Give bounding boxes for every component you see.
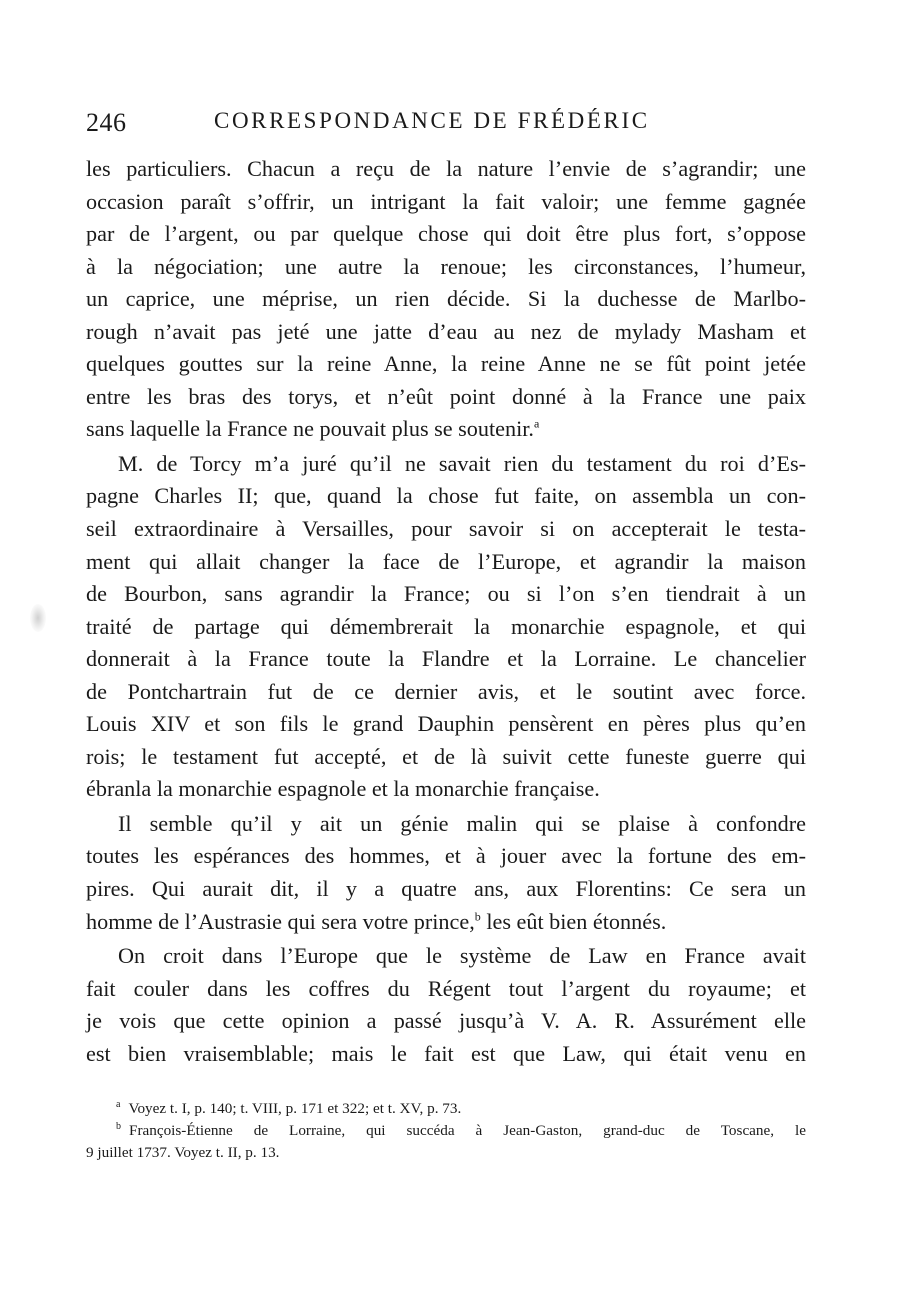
text-line: de Bourbon, sans agrandir la France; ou si l’on s’en tiendrait à un [86, 581, 806, 607]
text-line: ébranla la monarchie espagnole et la monarchie française. [86, 776, 600, 802]
text-line: seil extraordinaire à Versailles, pour savoir si on accepterait le testa- [86, 516, 806, 542]
footnote-ref-b[interactable]: b [474, 909, 481, 924]
footnotes [86, 1098, 806, 1164]
text-line: traité de partage qui démembrerait la monarchie espagnole, et qui [86, 613, 806, 639]
running-title: CORRESPONDANCE DE FRÉDÉRIC [214, 108, 650, 133]
text-segment: homme de l’Austrasie qui sera votre prince, [86, 908, 475, 934]
footnote-marker-a: a [116, 1098, 121, 1110]
text-line: occasion paraît s’offrir, un intrigant la fait valoir; une femme gagnée [86, 188, 806, 214]
text-line: de Pontchartrain fut de ce dernier avis, et le soutint avec force. [86, 678, 806, 704]
text-line: Il semble qu’il y ait un génie malin qui se plaise à confondre [118, 810, 806, 836]
text-segment: les eût bien étonnés. [486, 908, 667, 934]
footnote-b-continuation: 9 juillet 1737. Voyez t. II, p. 13. [86, 1144, 280, 1161]
text-line: je vois que cette opinion a passé jusqu’à V. A. R. Assurément elle [86, 1008, 806, 1034]
text-line: M. de Torcy m’a juré qu’il ne savait rien du testament du roi d’Es- [118, 450, 806, 476]
footnote-a-text: Voyez t. I, p. 140; t. VIII, p. 171 et 322; et t. XV, p. 73. [128, 1100, 462, 1117]
footnote-b-text: François-Étienne de Lorraine, qui succéda à Jean-Gaston, grand-duc de Toscane, le [129, 1122, 806, 1139]
body-text [86, 153, 806, 1070]
text-segment: sans laquelle la France ne pouvait plus se soutenir. [86, 416, 534, 442]
page-number: 246 [86, 108, 127, 137]
text-line: pagne Charles II; que, quand la chose fut faite, on assembla un con- [86, 483, 806, 509]
text-line [86, 413, 806, 446]
text-line: Louis XIV et son fils le grand Dauphin pensèrent en pères plus qu’en [86, 711, 806, 737]
text-line: à la négociation; une autre la renoue; les circonstances, l’humeur, [86, 253, 806, 279]
page-header [86, 108, 806, 144]
text-line: rois; le testament fut accepté, et de là suivit cette funeste guerre qui [86, 743, 806, 769]
text-line: pires. Qui aurait dit, il y a quatre ans, aux Florentins: Ce sera un [86, 876, 806, 902]
text-line: les particuliers. Chacun a reçu de la nature l’envie de s’agrandir; une [86, 156, 806, 181]
text-line: ment qui allait changer la face de l’Europe, et agrandir la maison [86, 548, 806, 574]
footnote-marker-b: b [116, 1120, 121, 1132]
page-smudge [30, 604, 46, 632]
text-line: entre les bras des torys, et n’eût point donné à la France une paix [86, 383, 806, 409]
text-line: est bien vraisemblable; mais le fait est que Law, qui était venu en [86, 1040, 806, 1066]
text-line [86, 906, 806, 939]
footnote-a [86, 1098, 806, 1120]
text-line: toutes les espérances des hommes, et à jouer avec la fortune des em- [86, 843, 806, 869]
text-line: rough n’avait pas jeté une jatte d’eau au nez de mylady Masham et [86, 318, 806, 344]
text-line: donnerait à la France toute la Flandre et la Lorraine. Le chancelier [86, 646, 806, 672]
text-line: un caprice, une méprise, un rien décide. Si la duchesse de Marlbo- [86, 286, 806, 312]
footnote-b [86, 1120, 806, 1142]
text-line: quelques gouttes sur la reine Anne, la reine Anne ne se fût point jetée [86, 351, 806, 377]
text-line: fait couler dans les coffres du Régent tout l’argent du royaume; et [86, 975, 806, 1001]
text-line: On croit dans l’Europe que le système de Law en France avait [118, 943, 806, 969]
footnote-ref-a[interactable]: a [533, 416, 540, 431]
text-line: par de l’argent, ou par quelque chose qui doit être plus fort, s’oppose [86, 221, 806, 247]
